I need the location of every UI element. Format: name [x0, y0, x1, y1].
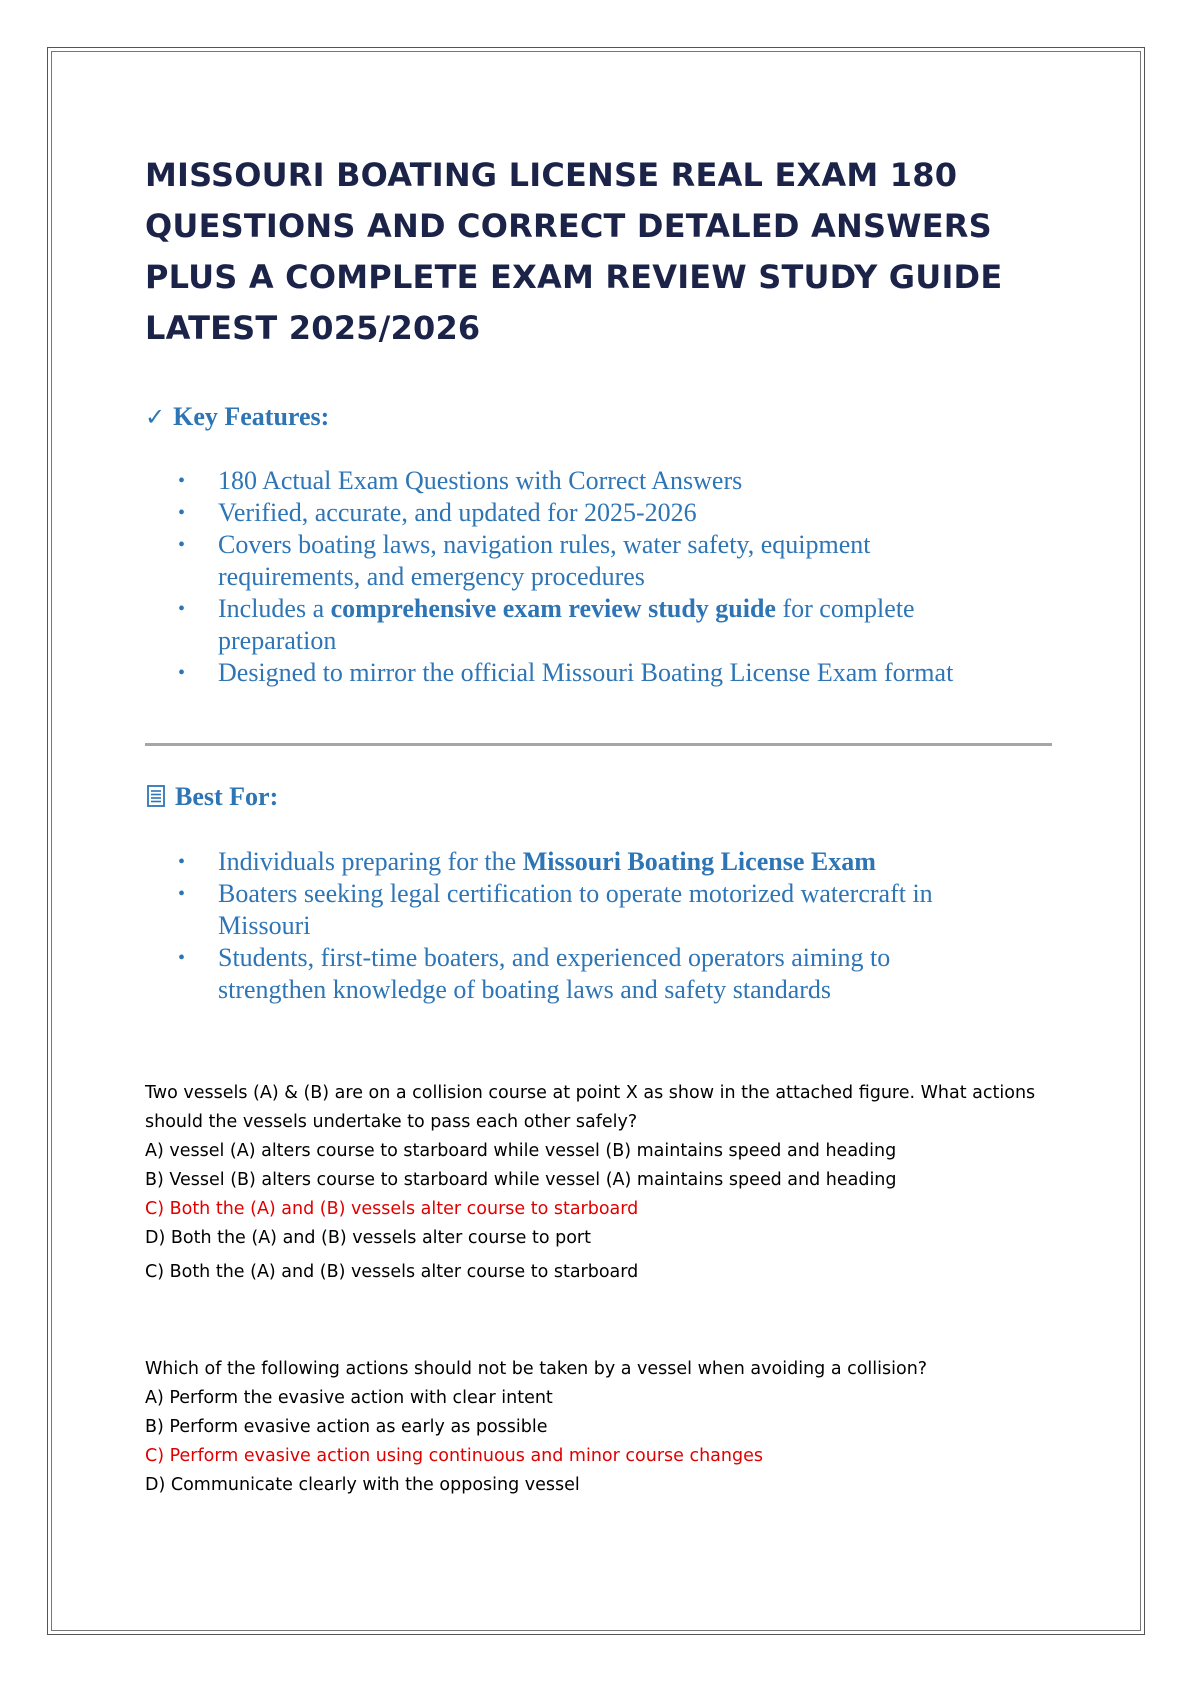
best-for-heading: Best For:: [145, 782, 278, 812]
question-text: Which of the following actions should not be taken by a vessel when avoiding a collision?: [145, 1359, 928, 1379]
list-item: • Individuals preparing for the Missouri Boating License Exam: [178, 846, 1038, 878]
title-line: PLUS A COMPLETE EXAM REVIEW STUDY GUIDE: [145, 258, 1003, 296]
section-divider: [145, 743, 1052, 746]
key-features-heading: ✓ Key Features:: [145, 402, 330, 431]
key-features-list: [178, 465, 1038, 689]
option-d: D) Both the (A) and (B) vessels alter course to port: [145, 1228, 591, 1248]
title-line: LATEST 2025/2026: [145, 309, 481, 347]
option-d: D) Communicate clearly with the opposing vessel: [145, 1475, 580, 1495]
question-text: should the vessels undertake to pass each other safely?: [145, 1112, 638, 1132]
question-block: [145, 1079, 1060, 1253]
document-title: [145, 150, 1045, 354]
option-b: B) Perform evasive action as early as possible: [145, 1417, 548, 1437]
answer-text: C) Both the (A) and (B) vessels alter course to starboard: [145, 1262, 639, 1282]
list-item: • Students, first-time boaters, and experienced operators aiming to strengthen knowledge of boating laws and safety standards: [178, 942, 1038, 1006]
option-c-correct: C) Both the (A) and (B) vessels alter course to starboard: [145, 1199, 639, 1219]
bold-phrase: comprehensive exam review study guide: [330, 594, 776, 623]
list-item: • Verified, accurate, and updated for 2025-2026: [178, 497, 1038, 529]
question-block: [145, 1355, 1060, 1500]
option-c-correct: C) Perform evasive action using continuous and minor course changes: [145, 1446, 763, 1466]
option-b: B) Vessel (B) alters course to starboard while vessel (A) maintains speed and heading: [145, 1170, 897, 1190]
question-text: Two vessels (A) & (B) are on a collision course at point X as show in the attached figure. What actions: [145, 1083, 1036, 1103]
title-line: QUESTIONS AND CORRECT DETALED ANSWERS: [145, 207, 992, 245]
document-icon: [145, 782, 167, 812]
list-item: • 180 Actual Exam Questions with Correct Answers: [178, 465, 1038, 497]
list-item: • Boaters seeking legal certification to operate motorized watercraft in Missouri: [178, 878, 1038, 942]
list-item: • Covers boating laws, navigation rules, water safety, equipment requirements, and emergency procedures: [178, 529, 1038, 593]
list-item: • Includes a comprehensive exam review study guide for complete preparation: [178, 593, 1038, 657]
check-mark-icon: ✓: [145, 405, 166, 431]
list-item: • Designed to mirror the official Missouri Boating License Exam format: [178, 657, 1038, 689]
title-line: MISSOURI BOATING LICENSE REAL EXAM 180: [145, 156, 958, 194]
bold-phrase: Missouri Boating License Exam: [522, 847, 876, 876]
option-a: A) vessel (A) alters course to starboard while vessel (B) maintains speed and heading: [145, 1141, 897, 1161]
best-for-list: [178, 846, 1038, 1006]
option-a: A) Perform the evasive action with clear intent: [145, 1388, 553, 1408]
